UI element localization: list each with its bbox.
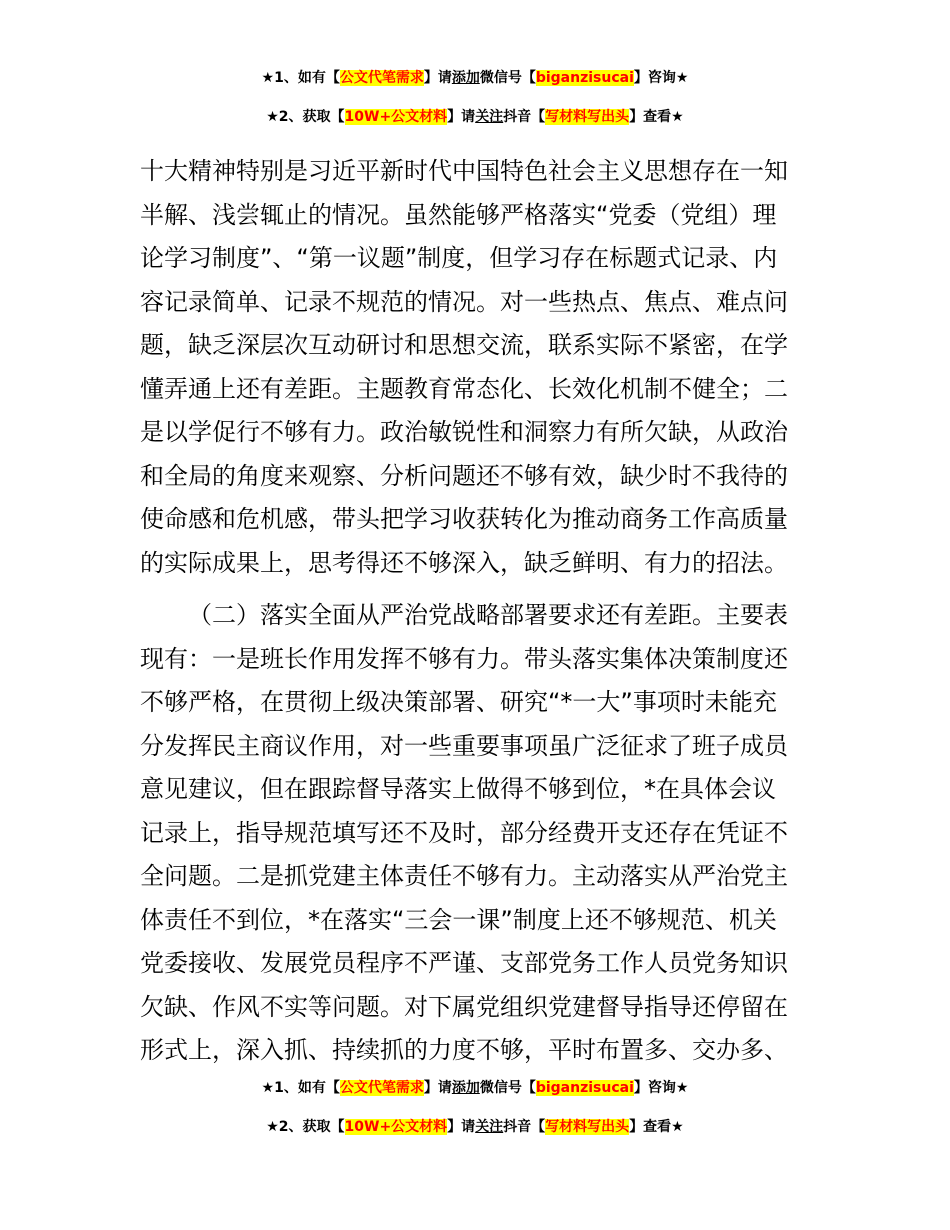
footer-line1-underlined: 添加 [451,1080,480,1096]
header-line2-highlight-materials: 10W+公文材料 [344,109,448,125]
paragraph-2 [140,594,812,1073]
paragraph-line: 是以学促行不够有力。政治敏锐性和洞察力有所欠缺，从政治 [140,418,788,446]
header-line1-mid1: 】请 [423,70,452,86]
document-body [140,150,812,1073]
paragraph-line: 形式上，深入抓、持续抓的力度不够，平时布置多、交办多、 [140,1036,788,1064]
header-line1-suffix: 】咨询★ [633,70,689,86]
footer-notice-line-1 [0,1077,950,1099]
header-line2-underlined: 关注 [475,109,504,125]
footer-notice-line-2 [0,1116,950,1138]
paragraph-line: 体责任不到位，*在落实“三会一课”制度上还不够规范、机关 [140,905,777,934]
header-line2-mid1: 】请 [447,109,476,125]
paragraph-line: 懂弄通上还有差距。主题教育常态化、长效化机制不健全；二 [140,374,788,403]
paragraph-line: 党委接收、发展党员程序不严谨、支部党务工作人员党务知识 [140,949,788,977]
paragraph-line: 使命感和危机感，带头把学习收获转化为推动商务工作高质量 [140,505,788,533]
paragraph-line: 欠缺、作风不实等问题。对下属党组织党建督导指导还停留在 [140,992,788,1021]
footer-line1-suffix: 】咨询★ [633,1080,689,1096]
header-line2-highlight-douyin: 写材料写出头 [545,109,630,125]
paragraph-line: 十大精神特别是习近平新时代中国特色社会主义思想存在一知 [140,157,788,185]
header-notice-line-1 [0,67,950,89]
paragraph-line: 的实际成果上，思考得还不够深入，缺乏鲜明、有力的招法。 [140,548,788,577]
header-line1-underlined: 添加 [451,70,480,86]
footer-line2-mid2: 抖音【 [503,1119,546,1135]
paragraph-line: 分发挥民主商议作用，对一些重要事项虽广泛征求了班子成员 [140,731,788,760]
paragraph-line: 不够严格，在贯彻上级决策部署、研究“*一大”事项时未能充 [140,688,777,716]
footer-line1-mid1: 】请 [423,1080,452,1096]
paragraph-line: 半解、浅尝辄止的情况。虽然能够严格落实“党委（党组）理 [140,200,777,229]
paragraph-spacer [140,585,812,594]
header-line2-prefix: ★2、获取【 [266,109,345,125]
paragraph-line: 意见建议，但在跟踪督导落实上做得不够到位，*在具体会议 [140,775,776,803]
footer-line1-highlight-service: 公文代笔需求 [339,1080,424,1096]
header-line1-prefix: ★1、如有【 [261,70,340,86]
paragraph-line: 记录上，指导规范填写还不及时，部分经费开支还存在凭证不 [140,818,788,847]
header-line1-mid2: 微信号【 [479,70,536,86]
footer-line2-highlight-douyin: 写材料写出头 [545,1119,630,1135]
footer-line2-prefix: ★2、获取【 [266,1119,345,1135]
paragraph-line: 论学习制度”、“第一议题”制度，但学习存在标题式记录、内 [140,244,778,272]
footer-line1-highlight-wechat-id: biganzisucai [535,1080,634,1096]
footer-line2-underlined: 关注 [475,1119,504,1135]
paragraph-line: 和全局的角度来观察、分析问题还不够有效，缺少时不我待的 [140,461,788,490]
header-notice-line-2 [0,106,950,128]
paragraph-line: 全问题。二是抓党建主体责任不够有力。主动落实从严治党主 [140,862,788,890]
header-line1-highlight-service: 公文代笔需求 [339,70,424,86]
footer-line2-mid1: 】请 [447,1119,476,1135]
footer-line1-prefix: ★1、如有【 [261,1080,340,1096]
paragraph-line: 现有：一是班长作用发挥不够有力。带头落实集体决策制度还 [140,644,788,673]
paragraph-1 [140,150,812,585]
paragraph-line-first-indented: （二）落实全面从严治党战略部署要求还有差距。主要表 [188,601,788,629]
footer-line2-suffix: 】查看★ [629,1119,684,1135]
header-line1-highlight-wechat-id: biganzisucai [535,70,634,86]
header-line2-mid2: 抖音【 [503,109,546,125]
paragraph-line: 容记录简单、记录不规范的情况。对一些热点、焦点、难点问 [140,287,788,316]
footer-line1-mid2: 微信号【 [479,1080,536,1096]
paragraph-line: 题，缺乏深层次互动研讨和思想交流，联系实际不紧密，在学 [140,331,788,359]
footer-line2-highlight-materials: 10W+公文材料 [344,1119,448,1135]
header-line2-suffix: 】查看★ [629,109,684,125]
